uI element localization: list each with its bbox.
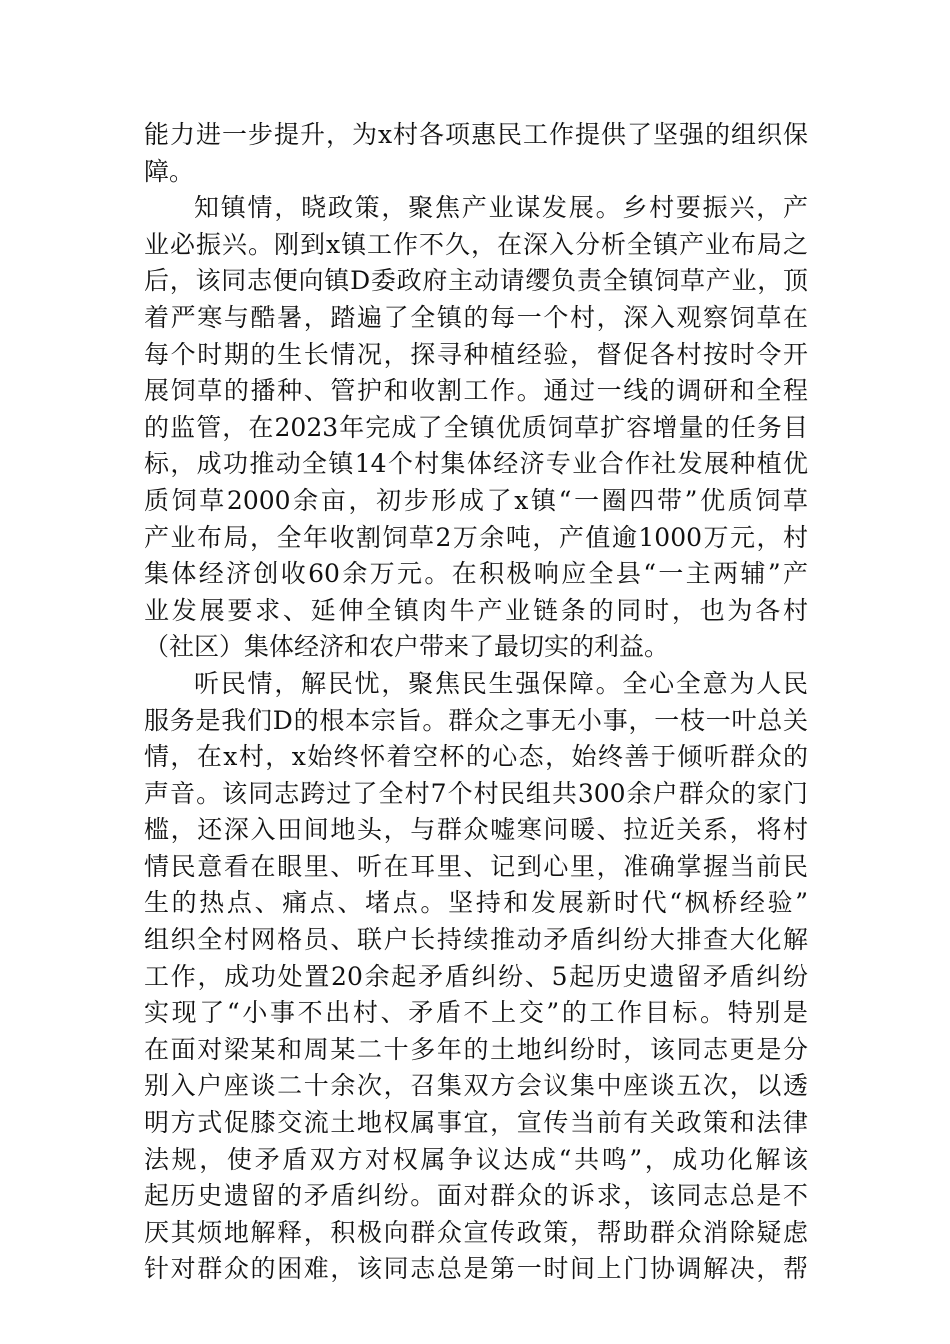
text-line: 情民意看在眼里、听在耳里、记到心里，准确掌握当前民 [144,851,808,881]
text-line: 质饲草2000余亩，初步形成了x镇“一圈四带”优质饲草 [144,485,808,515]
text-line: 着严寒与酷暑，踏遍了全镇的每一个村，深入观察饲草在 [144,302,808,332]
text-line: 工作，成功处置20余起矛盾纠纷、5起历史遗留矛盾纠纷 [144,961,808,991]
text-line: （社区）集体经济和农户带来了最切实的利益。 [144,632,670,662]
text-line: 每个时期的生长情况，探寻种植经验，督促各村按时令开 [144,339,808,369]
text-line: 能力进一步提升，为x村各项惠民工作提供了坚强的组织保 [144,120,808,149]
text-line: 情，在x村，x始终怀着空杯的心态，始终善于倾听群众的 [144,742,808,772]
text-line: 生的热点、痛点、堵点。坚持和发展新时代“枫桥经验” [144,888,808,918]
text-line: 听民情，解民忧，聚焦民生强保障。全心全意为人民 [194,668,808,698]
text-line: 声音。该同志跨过了全村7个村民组共300余户群众的家门 [144,778,808,808]
text-line: 在面对梁某和周某二十多年的土地纠纷时，该同志更是分 [144,1034,808,1064]
text-line: 实现了“小事不出村、矛盾不上交”的工作目标。特别是 [144,998,808,1028]
body-text [144,117,808,1288]
text-line: 业发展要求、延伸全镇肉牛产业链条的同时，也为各村 [144,595,808,625]
text-line: 的监管，在2023年完成了全镇优质饲草扩容增量的任务目 [144,412,808,442]
text-line: 标，成功推动全镇14个村集体经济专业合作社发展种植优 [144,449,808,479]
text-line: 展饲草的播种、管护和收割工作。通过一线的调研和全程 [144,376,808,406]
text-line: 知镇情，晓政策，聚焦产业谋发展。乡村要振兴，产 [194,193,808,223]
text-line: 后，该同志便向镇D委政府主动请缨负责全镇饲草产业，顶 [144,266,808,296]
text-line: 针对群众的困难，该同志总是第一时间上门协调解决，帮 [144,1254,808,1284]
text-line: 槛，还深入田间地头，与群众嘘寒问暖、拉近关系，将村 [144,815,808,845]
text-line: 起历史遗留的矛盾纠纷。面对群众的诉求，该同志总是不 [144,1181,808,1211]
text-line: 障。 [144,156,195,186]
text-line: 产业布局，全年收割饲草2万余吨，产值逾1000万元，村 [144,522,808,552]
text-line: 明方式促膝交流土地权属事宜，宣传当前有关政策和法律 [144,1108,808,1138]
text-line: 组织全村网格员、联户长持续推动矛盾纠纷大排查大化解 [144,925,808,955]
text-line: 法规，使矛盾双方对权属争议达成“共鸣”，成功化解该 [144,1144,808,1174]
text-line: 集体经济创收60余万元。在积极响应全县“一主两辅”产 [144,559,808,589]
text-line: 服务是我们D的根本宗旨。群众之事无小事，一枝一叶总关 [144,705,808,735]
text-line: 业必振兴。刚到x镇工作不久，在深入分析全镇产业布局之 [144,229,808,259]
text-line: 厌其烦地解释，积极向群众宣传政策，帮助群众消除疑虑 [144,1217,808,1247]
text-line: 别入户座谈二十余次，召集双方会议集中座谈五次，以透 [144,1071,808,1101]
